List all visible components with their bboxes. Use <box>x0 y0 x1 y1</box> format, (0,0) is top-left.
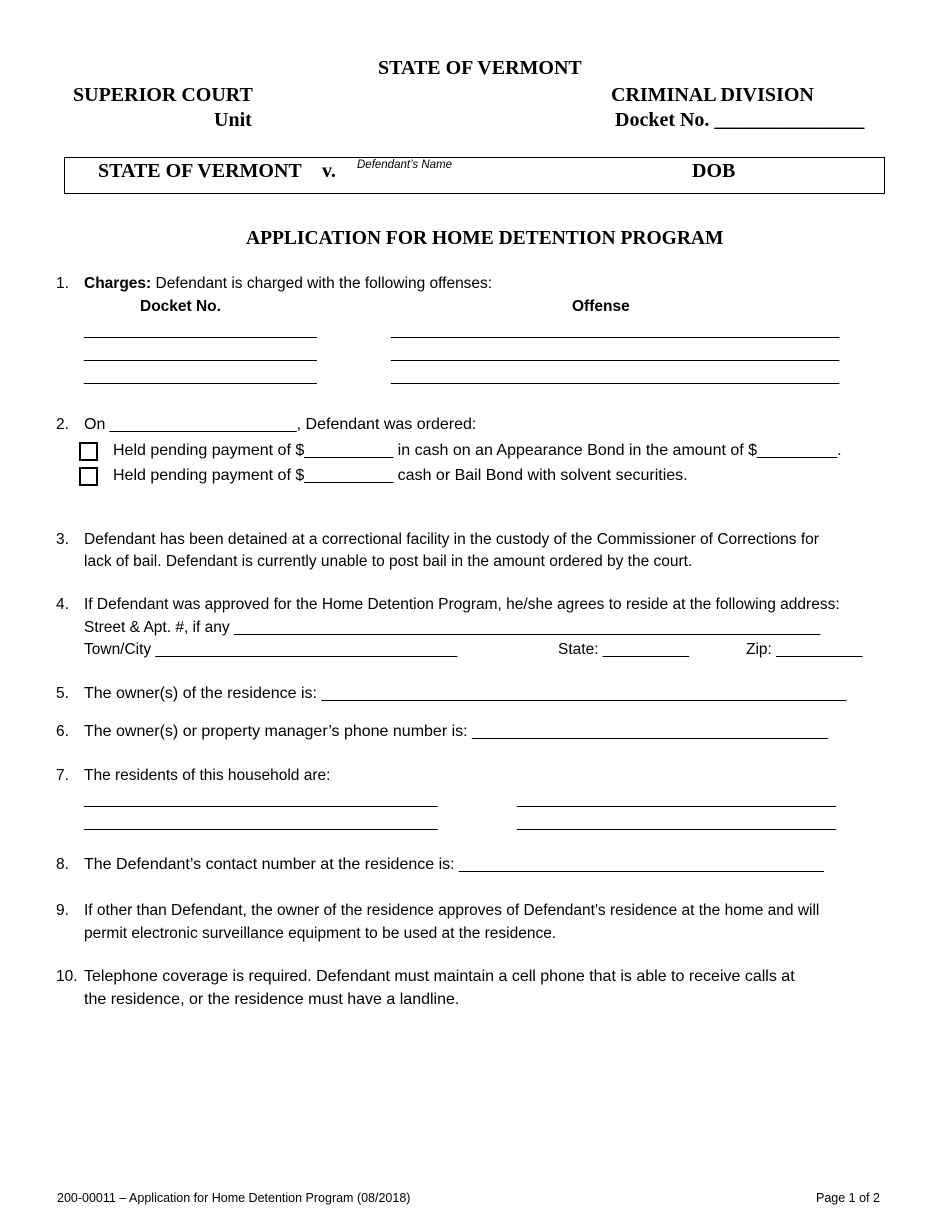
item-number: 7. <box>56 767 69 784</box>
zip-field[interactable]: Zip: __________ <box>746 641 863 658</box>
charges-text: Defendant is charged with the following offenses: <box>151 275 493 292</box>
charge-offense-field[interactable]: ____________________________________________________ <box>391 322 840 339</box>
caption-versus: v. <box>322 160 336 182</box>
item-number: 1. <box>56 275 69 292</box>
appearance-bond-checkbox[interactable] <box>79 442 98 461</box>
order-date-field[interactable]: On _____________________, Defendant was ordered: <box>84 416 477 433</box>
item-number: 3. <box>56 531 69 548</box>
division-label: CRIMINAL DIVISION <box>611 84 814 106</box>
charges-label: Charges: <box>84 275 152 292</box>
item-number: 5. <box>56 685 69 702</box>
appearance-bond-option: Held pending payment of $__________ in cash on an Appearance Bond in the amount of $_________. <box>113 442 842 459</box>
docket-field[interactable]: Docket No. _______________ <box>615 109 865 131</box>
defendant-name-field[interactable]: Defendant’s Name <box>357 159 453 171</box>
residents-label: The residents of this household are: <box>84 767 331 784</box>
item-number: 6. <box>56 723 69 740</box>
charge-docket-field[interactable]: ___________________________ <box>84 345 317 362</box>
docket-column-header: Docket No. <box>140 298 221 315</box>
defendant-contact-field[interactable]: The Defendant’s contact number at the residence is: _________________________________________ <box>84 856 824 873</box>
page-number: Page 1 of 2 <box>816 1191 880 1205</box>
charge-offense-field[interactable]: ____________________________________________________ <box>391 368 840 385</box>
town-field[interactable]: Town/City ___________________________________ <box>84 641 458 658</box>
address-statement: If Defendant was approved for the Home Detention Program, he/she agrees to reside at the following address: <box>84 596 840 613</box>
residence-owner-field[interactable]: The owner(s) of the residence is: ___________________________________________________________ <box>84 685 847 702</box>
state-field[interactable]: State: __________ <box>558 641 690 658</box>
detention-statement-line1: Defendant has been detained at a correctional facility in the custody of the Commissioner of Corrections for <box>84 531 819 548</box>
charges-statement <box>84 275 492 293</box>
unit-label: Unit <box>214 109 252 131</box>
resident-field[interactable]: _____________________________________ <box>517 791 836 808</box>
court-name: SUPERIOR COURT <box>73 84 253 106</box>
owner-approval-line2: permit electronic surveillance equipment to be used at the residence. <box>84 925 557 942</box>
detention-statement-line2: lack of bail. Defendant is currently unable to post bail in the amount ordered by the court. <box>84 553 693 570</box>
charge-offense-field[interactable]: ____________________________________________________ <box>391 345 840 362</box>
item-number: 4. <box>56 596 69 613</box>
street-field[interactable]: Street & Apt. #, if any ____________________________________________________________________ <box>84 619 821 636</box>
bail-bond-option: Held pending payment of $__________ cash or Bail Bond with solvent securities. <box>113 467 688 484</box>
charge-docket-field[interactable]: ___________________________ <box>84 368 317 385</box>
resident-field[interactable]: _________________________________________ <box>84 814 438 831</box>
state-title: STATE OF VERMONT <box>378 57 582 79</box>
item-number: 2. <box>56 416 69 433</box>
resident-field[interactable]: _________________________________________ <box>84 791 438 808</box>
resident-field[interactable]: _____________________________________ <box>517 814 836 831</box>
item-number: 9. <box>56 902 69 919</box>
charge-docket-field[interactable]: ___________________________ <box>84 322 317 339</box>
form-id: 200-00011 – Application for Home Detention Program (08/2018) <box>57 1191 411 1205</box>
dob-field[interactable]: DOB <box>692 160 736 182</box>
owner-phone-field[interactable]: The owner(s) or property manager’s phone number is: ________________________________________ <box>84 723 828 740</box>
bail-bond-checkbox[interactable] <box>79 467 98 486</box>
offense-column-header: Offense <box>572 298 630 315</box>
owner-approval-line1: If other than Defendant, the owner of the residence approves of Defendant's residence at the home and will <box>84 902 820 919</box>
caption-state: STATE OF VERMONT <box>98 160 302 182</box>
item-number: 10. <box>56 968 78 985</box>
telephone-requirement-line2: the residence, or the residence must have a landline. <box>84 991 460 1008</box>
item-number: 8. <box>56 856 69 873</box>
form-title: APPLICATION FOR HOME DETENTION PROGRAM <box>246 228 724 249</box>
telephone-requirement-line1: Telephone coverage is required. Defendant must maintain a cell phone that is able to receive calls at <box>84 968 795 985</box>
